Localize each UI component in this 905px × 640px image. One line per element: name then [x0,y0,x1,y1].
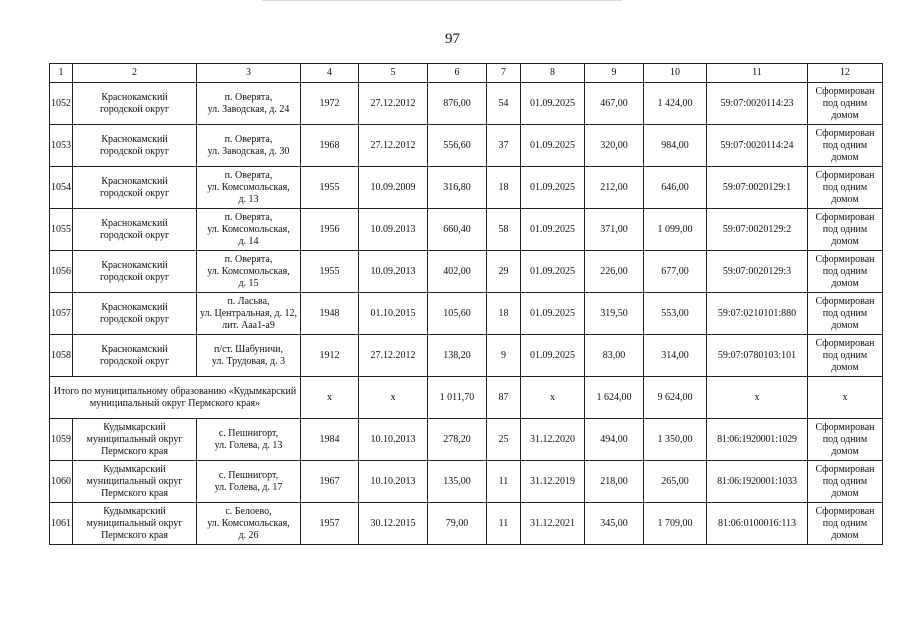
table-cell: x [301,377,359,419]
table-cell: 18 [487,293,521,335]
table-cell: 01.09.2025 [521,83,585,125]
table-cell: 1984 [301,419,359,461]
table-cell: 59:07:0210101:880 [707,293,808,335]
table-cell: 138,20 [428,335,487,377]
table-cell: п/ст. Шабуничи, ул. Трудовая, д. 3 [197,335,301,377]
table-cell: 01.09.2025 [521,251,585,293]
column-header: 1 [50,64,73,83]
table-cell: п. Оверята, ул. Комсомольская, д. 14 [197,209,301,251]
table-cell: 1 099,00 [644,209,707,251]
table-cell: 1 624,00 [585,377,644,419]
table-cell: 212,00 [585,167,644,209]
table-cell: 59:07:0020129:2 [707,209,808,251]
table-cell: 646,00 [644,167,707,209]
table-cell: Краснокамский городской округ [73,125,197,167]
table-cell: 494,00 [585,419,644,461]
table-cell: 402,00 [428,251,487,293]
table-cell: 1 350,00 [644,419,707,461]
table-cell: 345,00 [585,503,644,545]
table-cell: 1060 [50,461,73,503]
table-cell: Краснокамский городской округ [73,83,197,125]
column-header: 5 [359,64,428,83]
table-cell: 31.12.2019 [521,461,585,503]
table-cell: с. Белоево, ул. Комсомольская, д. 26 [197,503,301,545]
table-cell: Сформирован под одним домом [808,167,883,209]
table-cell: 553,00 [644,293,707,335]
table-row [50,167,883,209]
table-cell: Сформирован под одним домом [808,503,883,545]
table-cell: 876,00 [428,83,487,125]
table-cell: 83,00 [585,335,644,377]
table-cell: 1059 [50,419,73,461]
table-cell: 314,00 [644,335,707,377]
table-cell: 81:06:1920001:1033 [707,461,808,503]
table-cell: 1956 [301,209,359,251]
table-row [50,209,883,251]
column-header: 8 [521,64,585,83]
table-cell: 1957 [301,503,359,545]
table-cell: 467,00 [585,83,644,125]
table-cell: 27.12.2012 [359,335,428,377]
column-header: 11 [707,64,808,83]
table-cell: с. Пешнигорт, ул. Голева, д. 13 [197,419,301,461]
table-cell: Кудымкарский муниципальный округ Пермского края [73,461,197,503]
table-cell: 01.09.2025 [521,335,585,377]
table-cell: 1054 [50,167,73,209]
table-cell: 10.09.2013 [359,251,428,293]
table-row [50,461,883,503]
table-cell: 11 [487,461,521,503]
table-cell: 265,00 [644,461,707,503]
table-cell: 1061 [50,503,73,545]
table-cell: 1955 [301,251,359,293]
column-header: 4 [301,64,359,83]
table-cell: 218,00 [585,461,644,503]
table-cell: Сформирован под одним домом [808,461,883,503]
table-cell: 660,40 [428,209,487,251]
table-cell: п. Оверята, ул. Заводская, д. 30 [197,125,301,167]
table-cell: 30.12.2015 [359,503,428,545]
table-cell: 1 011,70 [428,377,487,419]
table-cell: 1948 [301,293,359,335]
table-cell: 278,20 [428,419,487,461]
table-cell: 29 [487,251,521,293]
table-cell: x [808,377,883,419]
table-cell: 11 [487,503,521,545]
table-cell: Сформирован под одним домом [808,251,883,293]
column-header: 10 [644,64,707,83]
table-cell: 01.10.2015 [359,293,428,335]
table-cell: 1058 [50,335,73,377]
table-cell: x [359,377,428,419]
table-cell: 10.10.2013 [359,419,428,461]
total-row [50,377,883,419]
table-cell: п. Оверята, ул. Комсомольская, д. 15 [197,251,301,293]
table-cell: Краснокамский городской округ [73,293,197,335]
table-cell: 59:07:0020114:24 [707,125,808,167]
table-cell: п. Ласьва, ул. Центральная, д. 12, лит. Ааа1-а9 [197,293,301,335]
total-label: Итого по муниципальному образованию «Кудымкарский муниципальный округ Пермского края» [50,377,301,419]
table-row [50,293,883,335]
table-cell: 984,00 [644,125,707,167]
table-cell: 1 709,00 [644,503,707,545]
table-cell: 319,50 [585,293,644,335]
table-cell: 1056 [50,251,73,293]
table-cell: Краснокамский городской округ [73,167,197,209]
table-cell: 54 [487,83,521,125]
table-cell: x [707,377,808,419]
table-cell: Кудымкарский муниципальный округ Пермского края [73,419,197,461]
table-cell: 59:07:0020129:3 [707,251,808,293]
table-cell: 31.12.2021 [521,503,585,545]
table-cell: Краснокамский городской округ [73,209,197,251]
table-cell: Краснокамский городской округ [73,251,197,293]
table-cell: 226,00 [585,251,644,293]
table-cell: 59:07:0020114:23 [707,83,808,125]
table-cell: 01.09.2025 [521,167,585,209]
table-cell: 1972 [301,83,359,125]
table-cell: 677,00 [644,251,707,293]
table-cell: 01.09.2025 [521,293,585,335]
table-row [50,419,883,461]
table-cell: 79,00 [428,503,487,545]
table-cell: 27.12.2012 [359,125,428,167]
table-cell: 27.12.2012 [359,83,428,125]
table-cell: 105,60 [428,293,487,335]
table-row [50,251,883,293]
table-cell: 371,00 [585,209,644,251]
table-cell: 01.09.2025 [521,209,585,251]
table-cell: с. Пешнигорт, ул. Голева, д. 17 [197,461,301,503]
table-body [50,64,883,545]
column-header: 3 [197,64,301,83]
table-cell: 1955 [301,167,359,209]
table-cell: 1967 [301,461,359,503]
table-cell: 31.12.2020 [521,419,585,461]
table-cell: 10.09.2013 [359,209,428,251]
table-row [50,125,883,167]
table-cell: 59:07:0780103:101 [707,335,808,377]
table-cell: 87 [487,377,521,419]
table-cell: 01.09.2025 [521,125,585,167]
table-cell: 81:06:0100016:113 [707,503,808,545]
table-cell: 1 424,00 [644,83,707,125]
table-cell: Сформирован под одним домом [808,419,883,461]
column-header: 6 [428,64,487,83]
table-cell: x [521,377,585,419]
table-cell: 1052 [50,83,73,125]
table-cell: 10.10.2013 [359,461,428,503]
table-cell: Сформирован под одним домом [808,83,883,125]
table-cell: 58 [487,209,521,251]
column-header: 2 [73,64,197,83]
table-row [50,335,883,377]
table-cell: 1968 [301,125,359,167]
table-cell: Сформирован под одним домом [808,209,883,251]
table-cell: 1912 [301,335,359,377]
table-cell: 320,00 [585,125,644,167]
table-cell: Сформирован под одним домом [808,125,883,167]
page-number: 97 [445,31,460,47]
top-rule [262,0,622,1]
table-cell: 1053 [50,125,73,167]
registry-table [49,63,883,545]
header-row [50,64,883,83]
table-cell: 59:07:0020129:1 [707,167,808,209]
table-cell: Сформирован под одним домом [808,335,883,377]
table-cell: п. Оверята, ул. Комсомольская, д. 13 [197,167,301,209]
table-cell: 9 624,00 [644,377,707,419]
table-cell: 10.09.2009 [359,167,428,209]
column-header: 9 [585,64,644,83]
column-header: 7 [487,64,521,83]
table-row [50,503,883,545]
table-cell: 9 [487,335,521,377]
table-cell: Сформирован под одним домом [808,293,883,335]
table-cell: 556,60 [428,125,487,167]
table-cell: 25 [487,419,521,461]
table-cell: 18 [487,167,521,209]
table-cell: Краснокамский городской округ [73,335,197,377]
table-cell: 37 [487,125,521,167]
table-cell: 1057 [50,293,73,335]
table-cell: 316,80 [428,167,487,209]
table-cell: п. Оверята, ул. Заводская, д. 24 [197,83,301,125]
table-cell: Кудымкарский муниципальный округ Пермского края [73,503,197,545]
column-header: 12 [808,64,883,83]
table-row [50,83,883,125]
table-cell: 81:06:1920001:1029 [707,419,808,461]
table-cell: 135,00 [428,461,487,503]
table-cell: 1055 [50,209,73,251]
